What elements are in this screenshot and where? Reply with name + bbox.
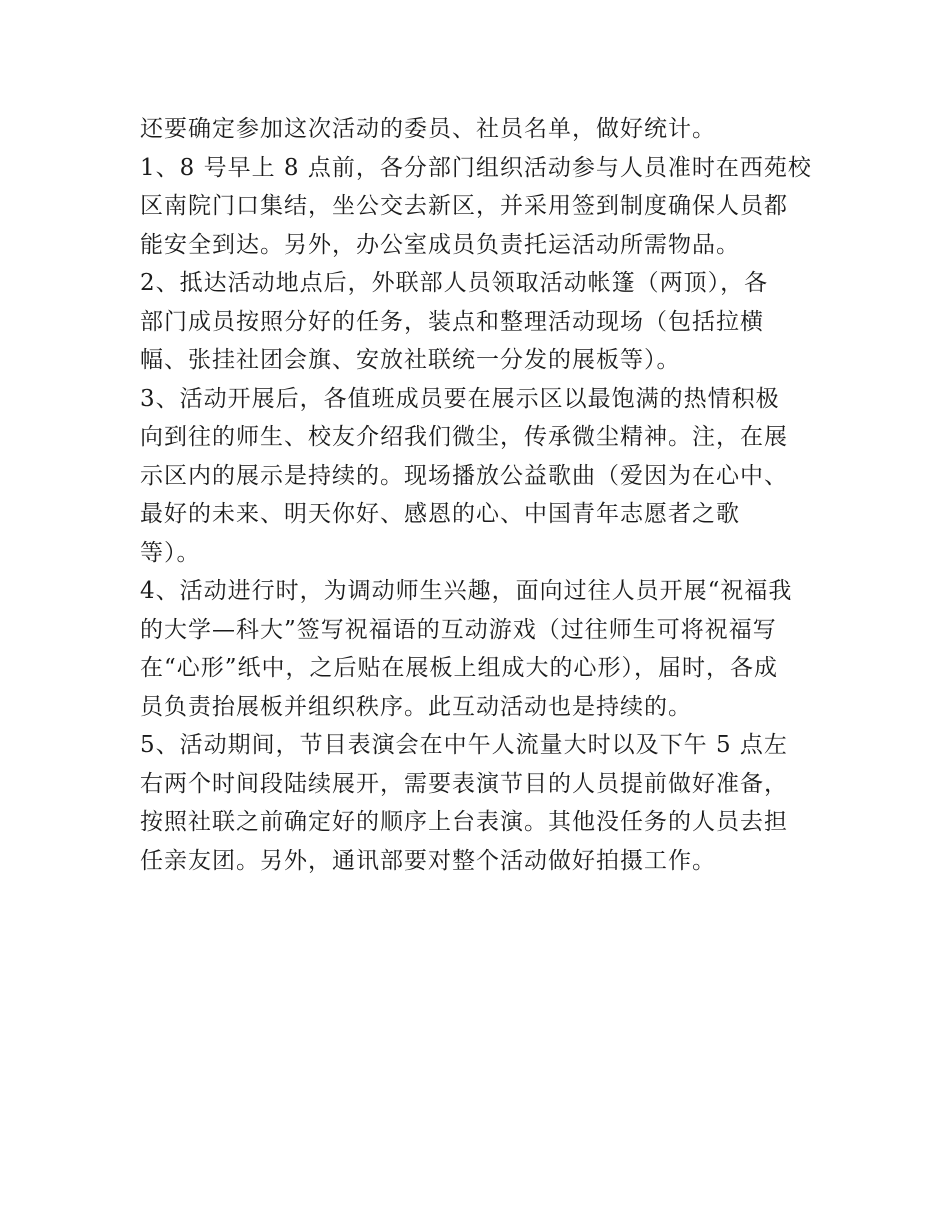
text-line: 最好的未来、明天你好、感恩的心、中国青年志愿者之歌 xyxy=(140,501,740,527)
text-line: 等）。 xyxy=(140,539,201,566)
text-line: 任亲友团。另外，通讯部要对整个活动做好拍摄工作。 xyxy=(140,847,716,874)
text-line: 区南院门口集结，坐公交去新区，并采用签到制度确保人员都 xyxy=(140,193,788,219)
text-line: 右两个时间段陆续展开，需要表演节目的人员提前做好准备， xyxy=(140,770,788,797)
document-body xyxy=(140,110,820,880)
text-line: 1、8 号早上 8 点前，各分部门组织活动参与人员准时在西苑校 xyxy=(140,154,812,181)
text-line: 在“心形”纸中，之后贴在展板上组成大的心形），届时，各成 xyxy=(140,655,779,681)
text-line: 向到往的师生、校友介绍我们微尘，传承微尘精神。注，在展 xyxy=(140,424,788,450)
text-line: 示区内的展示是持续的。现场播放公益歌曲（爱因为在心中、 xyxy=(140,462,788,489)
text-line: 员负责抬展板并组织秩序。此互动活动也是持续的。 xyxy=(140,693,692,720)
text-line: 幅、张挂社团会旗、安放社联统一分发的展板等）。 xyxy=(140,347,681,373)
text-line: 3、活动开展后，各值班成员要在展示区以最饱满的热情积极 xyxy=(140,385,780,412)
text-line: 还要确定参加这次活动的委员、社员名单，做好统计。 xyxy=(140,116,716,142)
text-line: 部门成员按照分好的任务，装点和整理活动现场（包括拉横 xyxy=(140,308,764,335)
text-line: 5、活动期间，节目表演会在中午人流量大时以及下午 5 点左 xyxy=(140,732,788,758)
text-line: 4、活动进行时，为调动师生兴趣，面向过往人员开展“祝福我 xyxy=(140,578,793,604)
text-line: 的大学—科大”签写祝福语的互动游戏（过往师生可将祝福写 xyxy=(140,616,777,643)
text-line: 2、抵达活动地点后，外联部人员领取活动帐篷（两顶），各 xyxy=(140,270,769,296)
text-line: 能安全到达。另外，办公室成员负责托运活动所需物品。 xyxy=(140,231,740,258)
text-line: 按照社联之前确定好的顺序上台表演。其他没任务的人员去担 xyxy=(140,809,788,835)
